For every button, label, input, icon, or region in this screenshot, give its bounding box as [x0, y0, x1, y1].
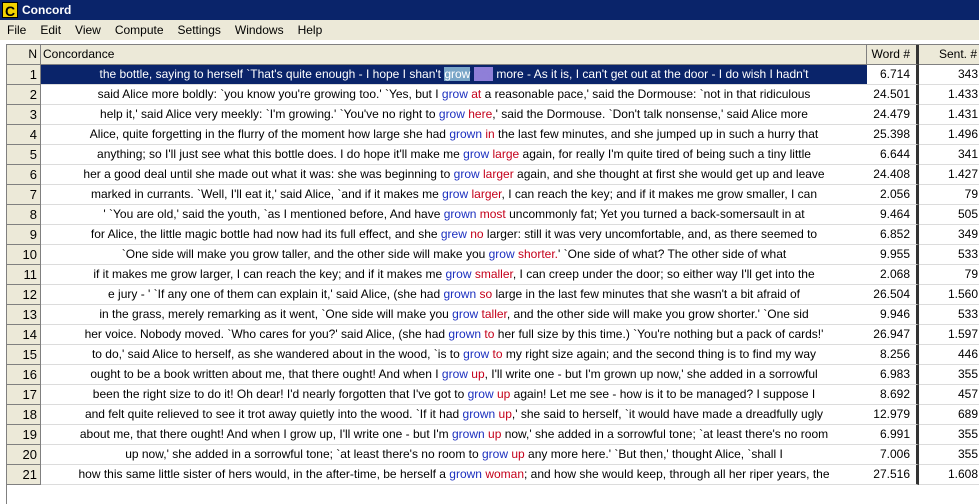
left-context: `One side will make you grow taller, and the other side will make you [121, 247, 489, 261]
word-number: 2.068 [867, 265, 919, 285]
word-number: 9.955 [867, 245, 919, 265]
right-context: ; and how she would keep, through all her riper years, the [524, 467, 830, 481]
keyword: grown [448, 327, 482, 341]
right-context: ' `One side of what? The other side of what [558, 247, 787, 261]
table-row[interactable] [7, 165, 979, 185]
keyword: grown [443, 287, 477, 301]
keyword: grow [441, 367, 468, 381]
right-context: a reasonable pace,' said the Dormouse: `not in that ridiculous [481, 87, 811, 101]
left-context: said Alice more boldly: `you know you're growing too.' `Yes, but I [97, 87, 442, 101]
collocate: to [492, 347, 503, 361]
row-number[interactable]: 5 [7, 145, 41, 165]
right-context: , I can creep under the door; so either way I'll get into the [512, 267, 815, 281]
sentence-number: 1.597 [919, 325, 979, 345]
word-number: 26.947 [867, 325, 919, 345]
table-row[interactable] [7, 385, 979, 405]
word-number: 12.979 [867, 405, 919, 425]
table-row[interactable] [7, 65, 979, 85]
row-number[interactable]: 6 [7, 165, 41, 185]
concordance-line[interactable] [41, 185, 867, 205]
sentence-number: 79 [919, 185, 979, 205]
keyword: grow [467, 387, 494, 401]
collocate: to [484, 327, 495, 341]
menu-view[interactable]: View [75, 23, 101, 37]
right-context: larger: still it was very uncomfortable, and, as there seemed to [483, 227, 818, 241]
sentence-number: 1.496 [919, 125, 979, 145]
table-row[interactable] [7, 405, 979, 425]
collocate: smaller [474, 267, 513, 281]
row-number[interactable]: 20 [7, 445, 41, 465]
keyword: grow [442, 187, 469, 201]
sentence-number: 1.427 [919, 165, 979, 185]
word-number: 24.479 [867, 105, 919, 125]
sentence-number: 1.431 [919, 105, 979, 125]
table-row[interactable] [7, 425, 979, 445]
right-context: ,' she said to herself, `it would have made a dreadfully ugly [511, 407, 824, 421]
sentence-number: 533 [919, 245, 979, 265]
word-number: 27.516 [867, 465, 919, 485]
word-number: 2.056 [867, 185, 919, 205]
word-number: 25.398 [867, 125, 919, 145]
sentence-number: 505 [919, 205, 979, 225]
row-number[interactable]: 1 [7, 65, 41, 85]
concordance-line[interactable] [41, 245, 867, 265]
row-number[interactable]: 8 [7, 205, 41, 225]
left-context: marked in currants. `Well, I'll eat it,' said Alice, `and if it makes me [90, 187, 443, 201]
right-context: , I can reach the key; and if it makes me grow smaller, I can [501, 187, 817, 201]
keyword: grow [445, 267, 472, 281]
left-context: to do,' said Alice to herself, as she wandered about in the wood, `is to [91, 347, 464, 361]
left-context: Alice, quite forgetting in the flurry of the moment how large she had [89, 127, 450, 141]
sentence-number: 355 [919, 365, 979, 385]
sentence-number: 689 [919, 405, 979, 425]
concordance-line[interactable] [41, 465, 867, 485]
concordance-line[interactable] [41, 405, 867, 425]
row-number[interactable]: 3 [7, 105, 41, 125]
collocate: large [492, 147, 520, 161]
menu-file[interactable]: File [7, 23, 27, 37]
concordance-line[interactable] [41, 85, 867, 105]
keyword: grow [463, 347, 490, 361]
left-context: for Alice, the little magic bottle had now had its full effect, and she [90, 227, 441, 241]
word-number: 6.983 [867, 365, 919, 385]
word-number: 24.501 [867, 85, 919, 105]
concordance-rows [7, 65, 979, 485]
word-number: 8.256 [867, 345, 919, 365]
left-context: e jury - ' `If any one of them can explain it,' said Alice, (she had [108, 287, 444, 301]
concordance-line[interactable] [41, 425, 867, 445]
menu-edit[interactable]: Edit [40, 23, 62, 37]
word-number: 6.644 [867, 145, 919, 165]
table-row[interactable] [7, 145, 979, 165]
row-number[interactable]: 21 [7, 465, 41, 485]
table-row[interactable] [7, 105, 979, 125]
menu-settings[interactable]: Settings [177, 23, 221, 37]
collocate: woman [485, 467, 525, 481]
concordance-line[interactable] [41, 345, 867, 365]
collocate: at [471, 87, 482, 101]
concordance-grid[interactable] [6, 44, 979, 504]
collocate: taller [481, 307, 507, 321]
collocate: no [470, 227, 484, 241]
menu-bar [0, 20, 979, 40]
left-context: ought to be a book written about me, that there ought! And when I [90, 367, 442, 381]
left-context: ' `You are old,' said the youth, `as I mentioned before, And have [103, 207, 444, 221]
sentence-number: 446 [919, 345, 979, 365]
concordance-line[interactable] [41, 325, 867, 345]
sentence-number: 355 [919, 445, 979, 465]
table-row[interactable] [7, 325, 979, 345]
keyword: grow [482, 447, 509, 461]
table-row[interactable] [7, 185, 979, 205]
column-header-n[interactable]: N [7, 45, 41, 65]
right-context: , and the other side will make you grow shorter.' `One sid [506, 307, 809, 321]
keyword: grow [453, 167, 480, 181]
keyword: grow [441, 87, 468, 101]
keyword: grown [449, 127, 482, 141]
sentence-number: 533 [919, 305, 979, 325]
left-context: how this same little sister of hers would, in the after-time, be herself a [78, 467, 450, 481]
right-context: my right size again; and the second thing is to find my way [502, 347, 817, 361]
concordance-line[interactable] [41, 165, 867, 185]
word-number: 24.408 [867, 165, 919, 185]
collocate: any [473, 67, 494, 81]
table-row[interactable] [7, 205, 979, 225]
column-header-concordance[interactable]: Concordance [41, 45, 867, 65]
concordance-line[interactable] [41, 445, 867, 465]
right-context: again, and she thought at first she would get up and leave [513, 167, 825, 181]
row-number[interactable]: 10 [7, 245, 41, 265]
table-row[interactable] [7, 85, 979, 105]
table-row[interactable] [7, 305, 979, 325]
menu-windows[interactable]: Windows [234, 23, 284, 37]
sentence-number: 341 [919, 145, 979, 165]
concordance-line[interactable] [41, 305, 867, 325]
row-number[interactable]: 15 [7, 345, 41, 365]
word-number: 6.714 [867, 65, 919, 85]
concordance-line[interactable] [41, 385, 867, 405]
collocate: up [471, 367, 485, 381]
left-context: up now,' she added in a sorrowful tone; `at least there's no room to [125, 447, 482, 461]
row-number[interactable]: 11 [7, 265, 41, 285]
row-number[interactable]: 13 [7, 305, 41, 325]
row-number[interactable]: 7 [7, 185, 41, 205]
word-number: 9.946 [867, 305, 919, 325]
collocate: most [479, 207, 506, 221]
table-row[interactable] [7, 465, 979, 485]
table-row[interactable] [7, 285, 979, 305]
keyword: grow [438, 107, 465, 121]
concordance-line[interactable] [41, 365, 867, 385]
concordance-line[interactable] [41, 205, 867, 225]
concordance-line[interactable] [41, 225, 867, 245]
concordance-line[interactable] [41, 65, 867, 85]
row-number[interactable]: 17 [7, 385, 41, 405]
word-number: 26.504 [867, 285, 919, 305]
sentence-number: 1.560 [919, 285, 979, 305]
table-row[interactable] [7, 265, 979, 285]
sentence-number: 79 [919, 265, 979, 285]
word-number: 7.006 [867, 445, 919, 465]
sentence-number: 349 [919, 225, 979, 245]
left-context: and felt quite relieved to see it trot away quietly into the wood. `If it had [84, 407, 463, 421]
sentence-number: 1.608 [919, 465, 979, 485]
word-number: 8.692 [867, 385, 919, 405]
left-context: about me, that there ought! And when I grow up, I'll write one - but I'm [79, 427, 452, 441]
word-number: 9.464 [867, 205, 919, 225]
right-context: her full size by this time.) `You're nothing but a pack of cards!' [494, 327, 824, 341]
keyword: grow [488, 247, 515, 261]
keyword: grown [443, 207, 477, 221]
right-context: again, for really I'm quite tired of being such a tiny little [519, 147, 811, 161]
collocate: shorter. [517, 247, 559, 261]
keyword: grow [452, 307, 479, 321]
right-context: now,' she added in a sorrowful tone; `at least there's no room [501, 427, 829, 441]
concordance-line[interactable] [41, 105, 867, 125]
row-number[interactable]: 12 [7, 285, 41, 305]
concordance-line[interactable] [41, 285, 867, 305]
concordance-line[interactable] [41, 265, 867, 285]
right-context: uncommonly fat; Yet you turned a back-somersault in at [505, 207, 805, 221]
collocate: up [496, 387, 511, 401]
collocate: up [488, 427, 502, 441]
keyword: grown [449, 467, 482, 481]
right-context: ,' said the Dormouse. `Don't talk nonsense,' said Alice more [492, 107, 808, 121]
sentence-number: 1.433 [919, 85, 979, 105]
row-number[interactable]: 4 [7, 125, 41, 145]
right-context: more - As it is, I can't get out at the door - I do wish I hadn't [493, 67, 809, 81]
left-context: her voice. Nobody moved. `Who cares for you?' said Alice, (she had [84, 327, 449, 341]
row-number[interactable]: 19 [7, 425, 41, 445]
right-context: large in the last few minutes that she wasn't a bit afraid of [492, 287, 800, 301]
collocate: in [485, 127, 495, 141]
row-number[interactable]: 2 [7, 85, 41, 105]
row-number[interactable]: 16 [7, 365, 41, 385]
menu-compute[interactable]: Compute [114, 23, 164, 37]
collocate: here [468, 107, 493, 121]
sentence-number: 355 [919, 425, 979, 445]
left-context: in the grass, merely remarking as it went, `One side will make you [99, 307, 453, 321]
left-context: the bottle, saying to herself `That's quite enough - I hope I shan't [99, 67, 445, 81]
word-number: 6.991 [867, 425, 919, 445]
keyword: grow [444, 67, 471, 81]
table-row[interactable] [7, 445, 979, 465]
concordance-line[interactable] [41, 125, 867, 145]
sentence-number: 343 [919, 65, 979, 85]
concord-app-icon[interactable]: C [2, 2, 18, 18]
right-context: again! Let me see - how is it to be managed? I suppose I [510, 387, 816, 401]
column-header-word-number[interactable]: Word # [867, 45, 919, 65]
sentence-number: 457 [919, 385, 979, 405]
title-bar [0, 0, 979, 20]
collocate: larger [483, 167, 514, 181]
word-number: 6.852 [867, 225, 919, 245]
window-title: Concord [22, 3, 72, 17]
right-context: any more here.' `But then,' thought Alice, `shall I [524, 447, 783, 461]
left-context: her a good deal until she made out what it was: she was beginning to [83, 167, 454, 181]
table-row[interactable] [7, 225, 979, 245]
column-header-sentence-number[interactable]: Sent. # [919, 45, 979, 65]
left-context: help it,' said Alice very meekly: `I'm growing.' `You've no right to [100, 107, 439, 121]
keyword: grown [451, 427, 485, 441]
row-number[interactable]: 14 [7, 325, 41, 345]
left-context: been the right size to do it! Oh dear! I'd nearly forgotten that I've got to [92, 387, 468, 401]
right-context: the last few minutes, and she jumped up in such a hurry that [494, 127, 819, 141]
right-context: , I'll write one - but I'm grown up now,' she added in a sorrowful [484, 367, 818, 381]
keyword: grown [462, 407, 496, 421]
row-number[interactable]: 9 [7, 225, 41, 245]
table-row[interactable] [7, 365, 979, 385]
row-number[interactable]: 18 [7, 405, 41, 425]
keyword: grow [463, 147, 490, 161]
collocate: so [479, 287, 493, 301]
table-row[interactable] [7, 345, 979, 365]
left-context: if it makes me grow larger, I can reach the key; and if it makes me [93, 267, 446, 281]
collocate: larger [471, 187, 502, 201]
concordance-line[interactable] [41, 145, 867, 165]
collocate: up [511, 447, 525, 461]
collocate: up [498, 407, 512, 421]
left-context: anything; so I'll just see what this bottle does. I do hope it'll make me [97, 147, 464, 161]
table-row[interactable] [7, 245, 979, 265]
table-row[interactable] [7, 125, 979, 145]
menu-help[interactable]: Help [297, 23, 323, 37]
keyword: grew [440, 227, 467, 241]
